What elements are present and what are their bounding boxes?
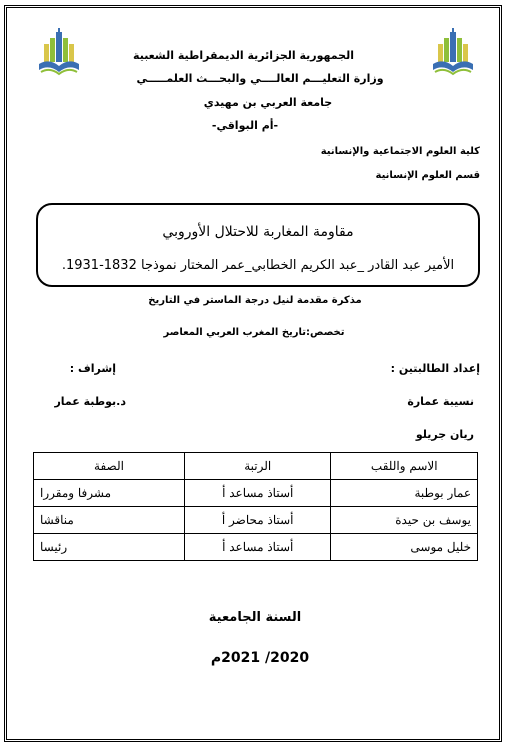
faculty-name: كلية العلوم الاجتماعية والإنسانية (320, 146, 480, 157)
department-name: قسم العلوم الإنسانية (375, 170, 480, 181)
member-role: رئيسا (34, 534, 185, 561)
city-name: -أم البواقي- (211, 119, 279, 132)
students-label: إعداد الطالبتين : (390, 362, 480, 375)
thesis-title-box (36, 203, 480, 287)
member-name: خليل موسى (331, 534, 478, 561)
committee-header-row (34, 453, 478, 480)
member-rank: أستاذ مساعد أ (184, 534, 331, 561)
thesis-title-line1: مقاومة المغاربة للاحتلال الأوروبي (162, 224, 354, 240)
header-name: الاسم واللقب (331, 453, 478, 480)
thesis-specialty: تخصص:تاريخ المغرب العربي المعاصر (163, 327, 345, 338)
student-name-2: ريان جريلو (415, 428, 474, 441)
supervision-label: إشراف : (69, 362, 116, 375)
member-rank: أستاذ مساعد أ (184, 480, 331, 507)
table-row (34, 480, 478, 507)
committee-table (33, 452, 478, 561)
thesis-title-line2: الأمير عبد القادر _عبد الكريم الخطابي_عمر المختار نموذجا 1832-1931. (61, 258, 455, 273)
header-role: الصفة (34, 453, 185, 480)
member-role: مناقشا (34, 507, 185, 534)
book-tower-icon (36, 28, 82, 78)
header-rank: الرتبة (184, 453, 331, 480)
academic-year-label: السنة الجامعية (208, 610, 302, 625)
ministry-name: وزارة التعليـــم العالــــي والبحـــث العلمـــــي (136, 72, 384, 85)
member-rank: أستاذ محاضر أ (184, 507, 331, 534)
member-name: عمار بوطبة (331, 480, 478, 507)
thesis-subtitle: مذكرة مقدمة لنيل درجة الماستر في التاريخ (148, 295, 362, 306)
student-name-1: نسيبة عمارة (407, 395, 474, 408)
university-logo-left (36, 28, 82, 78)
table-row (34, 507, 478, 534)
member-name: يوسف بن حيدة (331, 507, 478, 534)
university-name: جامعة العربي بن مهيدي (203, 96, 333, 109)
academic-year-value: 2020/ 2021م (210, 650, 310, 666)
university-logo-right (430, 28, 476, 78)
book-tower-icon (430, 28, 476, 78)
member-role: مشرفا ومقررا (34, 480, 185, 507)
supervisor-name: د.بوطبة عمار (54, 395, 126, 408)
republic-name: الجمهورية الجزائرية الديمقراطية الشعبية (133, 49, 354, 62)
table-row (34, 534, 478, 561)
